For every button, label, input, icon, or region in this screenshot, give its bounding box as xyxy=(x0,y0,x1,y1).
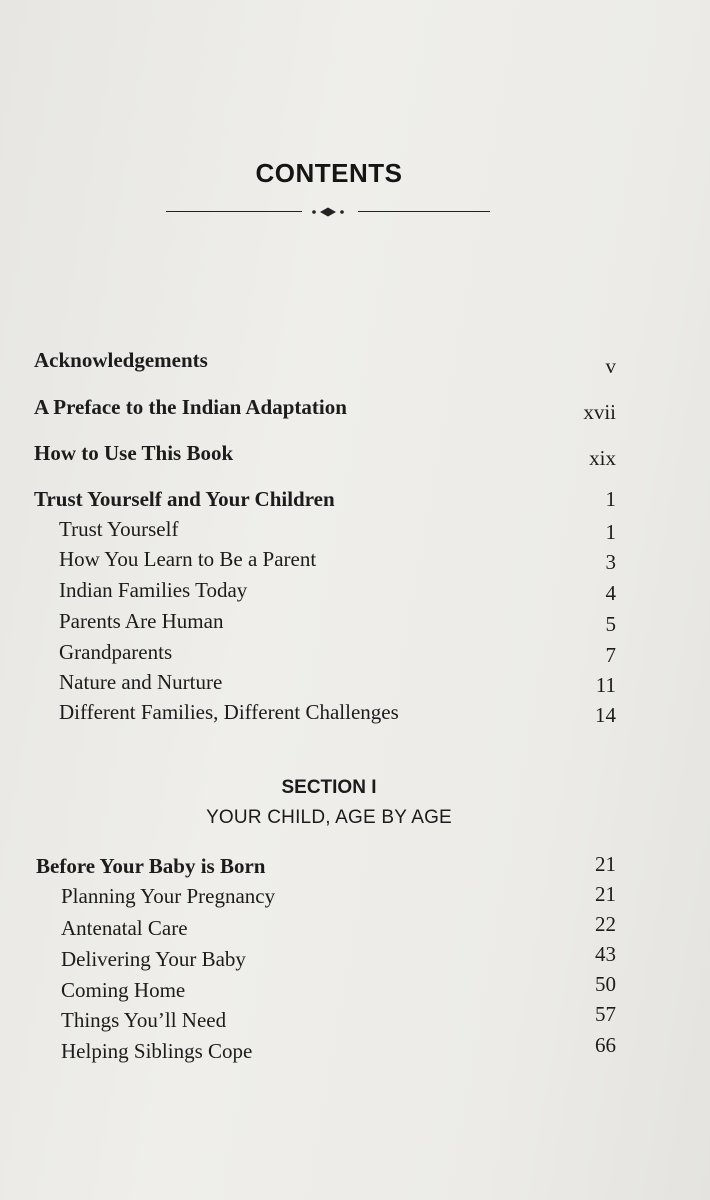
toc-subentry xyxy=(0,700,710,730)
toc-entry-title: How to Use This Book xyxy=(34,441,234,465)
ornament-line-right xyxy=(358,211,490,212)
toc-entry-page: xvii xyxy=(583,400,616,424)
toc-subentry-title: Trust Yourself xyxy=(59,517,179,541)
toc-subentry-page: 66 xyxy=(595,1033,616,1057)
toc-chapter-before-baby xyxy=(2,854,710,884)
toc-subentry-title: Indian Families Today xyxy=(59,578,248,602)
toc-entry-acknowledgements xyxy=(0,348,710,378)
toc-subentry-title: Nature and Nurture xyxy=(59,670,223,694)
toc-entry-how-to-use xyxy=(0,441,710,471)
toc-entry-preface xyxy=(0,395,710,425)
toc-subentry-title: Antenatal Care xyxy=(61,916,188,940)
toc-subentry-page: 4 xyxy=(605,581,616,605)
toc-subentry xyxy=(2,1033,710,1069)
toc-subentry xyxy=(0,517,710,547)
toc-subentry-title: Helping Siblings Cope xyxy=(61,1039,253,1063)
ornament-line-left xyxy=(166,211,302,212)
toc-subentry-page: 3 xyxy=(605,550,616,574)
toc-subentry-page: 43 xyxy=(595,942,616,966)
toc-subentry-title: Planning Your Pregnancy xyxy=(61,884,276,908)
toc-subentry xyxy=(0,609,710,639)
toc-subentry xyxy=(0,670,710,700)
toc-chapter-title: Before Your Baby is Born xyxy=(36,854,266,878)
toc-subentry-page: 14 xyxy=(595,703,616,727)
toc-chapter-title: Trust Yourself and Your Children xyxy=(34,487,335,511)
toc-subentry xyxy=(0,578,710,608)
contents-heading: CONTENTS xyxy=(255,158,403,188)
toc-entry-title: A Preface to the Indian Adaptation xyxy=(34,395,347,419)
section-label: SECTION I xyxy=(281,777,377,798)
toc-subentry-page: 22 xyxy=(595,912,616,936)
toc-subentry-title: Things You’ll Need xyxy=(61,1008,227,1032)
toc-subentry-title: How You Learn to Be a Parent xyxy=(59,547,317,571)
toc-chapter-page: 1 xyxy=(605,487,616,511)
toc-chapter-trust-yourself xyxy=(0,487,710,517)
toc-subentry-title: Parents Are Human xyxy=(59,609,224,633)
toc-subentry-title: Different Families, Different Challenges xyxy=(59,700,399,724)
toc-subentry-page: 7 xyxy=(605,643,616,667)
toc-subentry-page: 50 xyxy=(595,972,616,996)
diamond-ornament-icon xyxy=(309,204,347,220)
toc-subentry-page: 21 xyxy=(595,882,616,906)
toc-subentry-page: 5 xyxy=(605,612,616,636)
toc-subentry-page: 11 xyxy=(595,673,616,697)
toc-entry-page: v xyxy=(605,354,616,378)
section-subtitle: YOUR CHILD, AGE BY AGE xyxy=(206,807,452,828)
toc-chapter-page: 21 xyxy=(595,852,616,876)
toc-entry-page: xix xyxy=(589,446,616,470)
toc-subentry-title: Coming Home xyxy=(61,978,186,1002)
toc-subentry xyxy=(0,640,710,670)
toc-subentry-title: Grandparents xyxy=(59,640,173,664)
toc-subentry xyxy=(2,884,710,914)
toc-subentry-page: 57 xyxy=(595,1002,616,1026)
toc-subentry xyxy=(0,547,710,577)
heading-ornament xyxy=(166,204,490,220)
toc-subentry-page: 1 xyxy=(605,520,616,544)
toc-entry-title: Acknowledgements xyxy=(34,348,208,372)
toc-subentry-title: Delivering Your Baby xyxy=(61,947,246,971)
